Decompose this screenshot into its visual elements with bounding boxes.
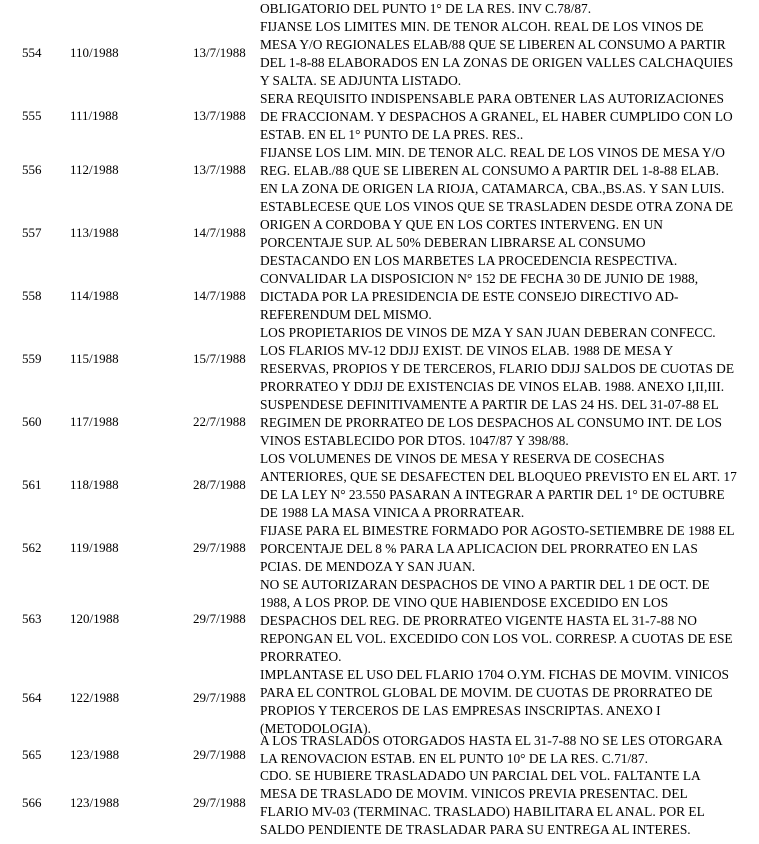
resolution-date: 29/7/1988 [193,690,246,705]
row-number: 554 [22,45,42,60]
resolution-number: 111/1988 [70,108,119,123]
resolution-date: 22/7/1988 [193,414,246,429]
resolution-number: 112/1988 [70,162,119,177]
resolution-date: 13/7/1988 [193,45,246,60]
row-number: 561 [22,477,42,492]
row-number: 559 [22,351,42,366]
resolution-date: 14/7/1988 [193,225,246,240]
intro-text: OBLIGATORIO DEL PUNTO 1° DE LA RES. INV C.78/87. [260,1,592,16]
resolution-date: 14/7/1988 [193,288,246,303]
row-number: 558 [22,288,42,303]
resolution-description: SUSPENDESE DEFINITIVAMENTE A PARTIR DE LAS 24 HS. DEL 31-07-88 EL REGIMEN DE PRORRATEO DE LOS DESPACHOS AL CONSUMO INT. DE LOS VINOS ESTABLECIDO POR DTOS. 1047/87 Y 398/88. [260,397,722,448]
resolution-description: FIJASE PARA EL BIMESTRE FORMADO POR AGOSTO-SETIEMBRE DE 1988 EL PORCENTAJE DEL 8 % PARA LA APLICACION DEL PRORRATEO EN LAS PCIAS. DE MENDOZA Y SAN JUAN. [260,523,735,574]
resolution-date: 29/7/1988 [193,747,246,762]
resolution-number: 114/1988 [70,288,119,303]
resolution-description: CDO. SE HUBIERE TRASLADADO UN PARCIAL DEL VOL. FALTANTE LA MESA DE TRASLADO DE MOVIM. VINICOS PREVIA PRESENTAC. DEL FLARIO MV-03 (TERMINAC. TRASLADO) HABILITARA EL ANAL. POR EL SALDO PENDIENTE DE TRASLADAR PARA SU ENTREGA AL INTERES. [260,768,705,837]
resolution-description: SERA REQUISITO INDISPENSABLE PARA OBTENER LAS AUTORIZACIONES DE FRACCIONAM. Y DESPACHOS A GRANEL, EL HABER CUMPLIDO CON LO ESTAB. EN EL 1° PUNTO DE LA PRES. RES.. [260,91,733,142]
resolution-number: 117/1988 [70,414,119,429]
resolution-date: 15/7/1988 [193,351,246,366]
resolution-date: 28/7/1988 [193,477,246,492]
resolution-date: 29/7/1988 [193,540,246,555]
resolution-date: 13/7/1988 [193,162,246,177]
resolution-description: IMPLANTASE EL USO DEL FLARIO 1704 O.YM. FICHAS DE MOVIM. VINICOS PARA EL CONTROL GLOBAL DE MOVIM. DE CUOTAS DE PRORRATEO DE PROPIOS Y TERCEROS DE LAS EMPRESAS INSCRIPTAS. ANEXO I (METODOLOGIA). [260,667,729,736]
resolution-date: 13/7/1988 [193,108,246,123]
resolution-description: CONVALIDAR LA DISPOSICION N° 152 DE FECHA 30 DE JUNIO DE 1988, DICTADA POR LA PRESIDENCIA DE ESTE CONSEJO DIRECTIVO AD- REFERENDUM DEL MISMO. [260,271,699,322]
resolution-number: 122/1988 [70,690,120,705]
row-number: 564 [22,690,42,705]
row-number: 556 [22,162,42,177]
resolution-date: 29/7/1988 [193,611,246,626]
row-number: 557 [22,225,42,240]
resolution-number: 120/1988 [70,611,120,626]
resolution-description: ESTABLECESE QUE LOS VINOS QUE SE TRASLADEN DESDE OTRA ZONA DE ORIGEN A CORDOBA Y QUE EN LOS CORTES INTERVENG. EN UN PORCENTAJE SUP. AL 50% DEBERAN LIBRARSE AL CONSUMO DESTACANDO EN LOS MARBETES LA PROCEDENCIA RESPECTIVA. [260,199,734,268]
resolution-number: 123/1988 [70,747,120,762]
row-number: 562 [22,540,42,555]
row-number: 555 [22,108,42,123]
row-number: 563 [22,611,42,626]
row-number: 566 [22,795,42,810]
resolution-date: 29/7/1988 [193,795,246,810]
resolution-number: 110/1988 [70,45,119,60]
resolution-description: LOS VOLUMENES DE VINOS DE MESA Y RESERVA DE COSECHAS ANTERIORES, QUE SE DESAFECTEN DEL BLOQUEO PREVISTO EN EL ART. 17 DE LA LEY N° 23.550 PASARAN A INTEGRAR A PARTIR DEL 1° DE OCTUBRE DE 1988 LA MASA VINICA A PRORRATEAR. [260,451,737,520]
resolution-number: 115/1988 [70,351,119,366]
row-number: 565 [22,747,42,762]
resolution-description: NO SE AUTORIZARAN DESPACHOS DE VINO A PARTIR DEL 1 DE OCT. DE 1988, A LOS PROP. DE VINO QUE HABIENDOSE EXCEDIDO EN LOS DESPACHOS DEL REG. DE PRORRATEO VIGENTE HASTA EL 31-7-88 NO REPONGAN EL VOL. EXCEDIDO CON LOS VOL. CORRESP. A CUOTAS DE ESE PRORRATEO. [260,577,733,664]
resolution-description: FIJANSE LOS LIMITES MIN. DE TENOR ALCOH. REAL DE LOS VINOS DE MESA Y/O REGIONALES ELAB/88 QUE SE LIBEREN AL CONSUMO A PARTIR DEL 1-8-88 ELABORADOS EN LA ZONAS DE ORIGEN VALLES CALCHAQUIES Y SALTA. SE ADJUNTA LISTADO. [260,19,734,88]
row-number: 560 [22,414,42,429]
resolution-description: LOS PROPIETARIOS DE VINOS DE MZA Y SAN JUAN DEBERAN CONFECC. LOS FLARIOS MV-12 DDJJ EXIST. DE VINOS ELAB. 1988 DE MESA Y RESERVAS, PROPIOS Y DE TERCEROS, FLARIO DDJJ SALDOS DE CUOTAS DE PRORRATEO Y DDJJ DE EXISTENCIAS DE VINOS ELAB. 1988. ANEXO I,II,III. [260,325,735,394]
resolution-number: 118/1988 [70,477,119,492]
resolution-description: FIJANSE LOS LIM. MIN. DE TENOR ALC. REAL DE LOS VINOS DE MESA Y/O REG. ELAB./88 QUE SE LIBEREN AL CONSUMO A PARTIR DEL 1-8-88 ELAB. EN LA ZONA DE ORIGEN LA RIOJA, CATAMARCA, CBA.,BS.AS. Y SAN LUIS. [260,145,725,196]
resolution-number: 119/1988 [70,540,119,555]
resolution-description: A LOS TRASLADOS OTORGADOS HASTA EL 31-7-88 NO SE LES OTORGARA LA RENOVACION ESTAB. EN EL PUNTO 10° DE LA RES. C.71/87. [260,733,723,766]
resolution-number: 123/1988 [70,795,120,810]
resolution-number: 113/1988 [70,225,119,240]
